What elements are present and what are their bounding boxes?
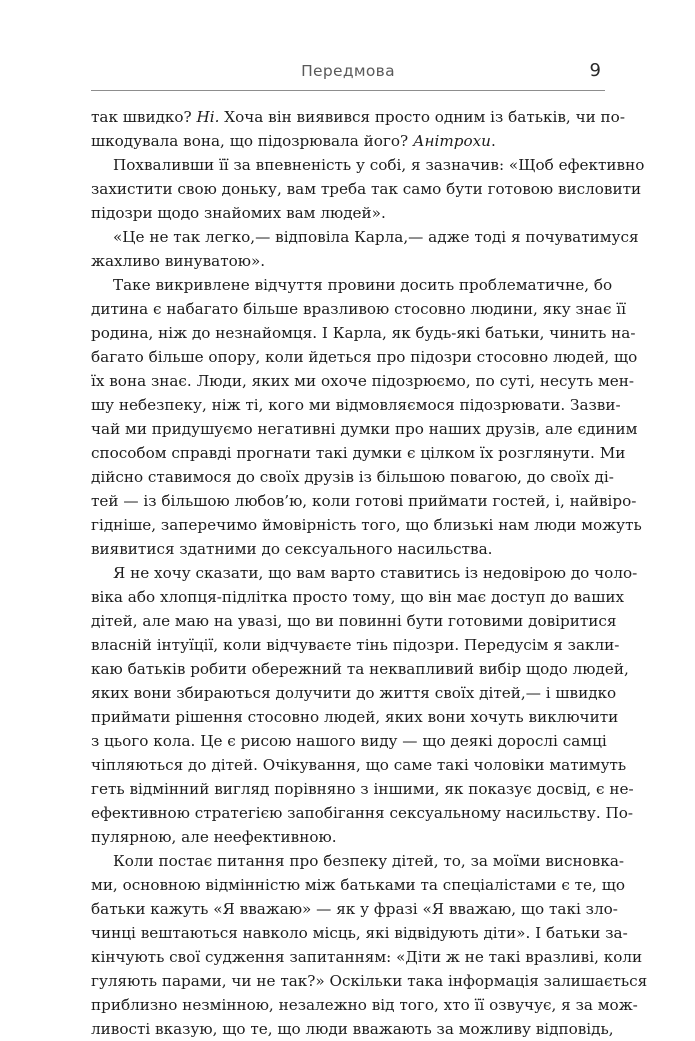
text-line: способом справді прогнати такі думки є цілком їх розглянути. Ми bbox=[91, 444, 626, 462]
text-line: ефективною стратегією запобігання сексуальному насильству. По- bbox=[91, 804, 633, 822]
page-number: 9 bbox=[589, 60, 601, 81]
text-line: чай ми придушуємо негативні думки про наших друзів, але єдиним bbox=[91, 420, 638, 438]
body-text bbox=[91, 105, 648, 1041]
text-line: дитина є набагато більше вразливою стосовно людини, яку знає її bbox=[91, 300, 627, 318]
text-line: приймати рішення стосовно людей, яких вони хочуть виключити bbox=[91, 708, 619, 726]
text-line: чинці вештаються навколо місць, які відвідують діти». І батьки за- bbox=[91, 924, 628, 942]
text-line: так швидко? Ні. Хоча він виявився просто одним із батьків, чи по- bbox=[91, 108, 625, 126]
text-line: дітей, але маю на увазі, що ви повинні бути готовими довіритися bbox=[91, 612, 617, 630]
text-line: Таке викривлене відчуття провини досить проблематичне, бо bbox=[113, 276, 613, 294]
text-line: Я не хочу сказати, що вам варто ставитись із недовірою до чоло- bbox=[113, 564, 638, 582]
text-line: дійсно ставимося до своїх друзів із більшою повагою, до своїх ді- bbox=[91, 468, 614, 486]
text-line: виявитися здатними до сексуального насильства. bbox=[91, 540, 493, 558]
running-title: Передмова bbox=[301, 62, 395, 80]
text-line: тей — із більшою любов’ю, коли готові приймати гостей, і, найвіро- bbox=[91, 492, 637, 510]
text-line: власній інтуїції, коли відчуваєте тінь підозри. Передусім я закли- bbox=[91, 636, 620, 654]
text-line: каю батьків робити обережний та неквапливий вибір щодо людей, bbox=[91, 660, 629, 678]
text-line: яких вони збираються долучити до життя своїх дітей,— і швидко bbox=[91, 684, 617, 702]
text-line: ливості вказую, що те, що люди вважають за можливу відповідь, bbox=[91, 1020, 614, 1038]
text-line: кінчують свої судження запитанням: «Діти ж не такі вразливі, коли bbox=[91, 948, 643, 966]
text-line: батьки кажуть «Я вважаю» — як у фразі «Я вважаю, що такі зло- bbox=[91, 900, 618, 918]
page-header bbox=[91, 60, 605, 91]
text-line: ми, основною відмінністю між батьками та спеціалістами є те, що bbox=[91, 876, 625, 894]
text-line: віка або хлопця-підлітка просто тому, що він має доступ до ваших bbox=[91, 588, 625, 606]
text-line: жахливо винуватою». bbox=[91, 252, 266, 270]
text-line: приблизно незмінною, незалежно від того, хто її озвучує, я за мож- bbox=[91, 996, 638, 1014]
text-line: шкодувала вона, що підозрювала його? Анітрохи. bbox=[91, 132, 496, 150]
text-line: Похваливши її за впевненість у собі, я зазначив: «Щоб ефективно bbox=[113, 156, 645, 174]
text-line: гуляють парами, чи не так?» Оскільки така інформація залишається bbox=[91, 972, 648, 990]
text-line: чіпляються до дітей. Очікування, що саме такі чоловіки матимуть bbox=[91, 756, 627, 774]
text-line: їх вона знає. Люди, яких ми охоче підозрюємо, по суті, несуть мен- bbox=[91, 372, 635, 390]
text-line: Коли постає питання про безпеку дітей, то, за моїми висновка- bbox=[113, 852, 625, 870]
text-line: підозри щодо знайомих вам людей». bbox=[91, 204, 386, 222]
text-line: шу небезпеку, ніж ті, кого ми відмовляємося підозрювати. Зазви- bbox=[91, 396, 621, 414]
text-line: багато більше опору, коли йдеться про підозри стосовно людей, що bbox=[91, 348, 638, 366]
text-line: гідніше, заперечимо ймовірність того, що близькі нам люди можуть bbox=[91, 516, 642, 534]
text-line: пулярною, але неефективною. bbox=[91, 828, 337, 846]
text-line: «Це не так легко,— відповіла Карла,— адже тоді я почуватимуся bbox=[113, 228, 639, 246]
text-line: родина, ніж до незнайомця. І Карла, як будь-які батьки, чинить на- bbox=[91, 324, 636, 342]
text-line: захистити свою доньку, вам треба так само бути готовою висловити bbox=[91, 180, 642, 198]
text-line: з цього кола. Це є рисою нашого виду — що деякі дорослі самці bbox=[91, 732, 607, 750]
text-line: геть відмінний вигляд порівняно з іншими, як показує досвід, є не- bbox=[91, 780, 634, 798]
